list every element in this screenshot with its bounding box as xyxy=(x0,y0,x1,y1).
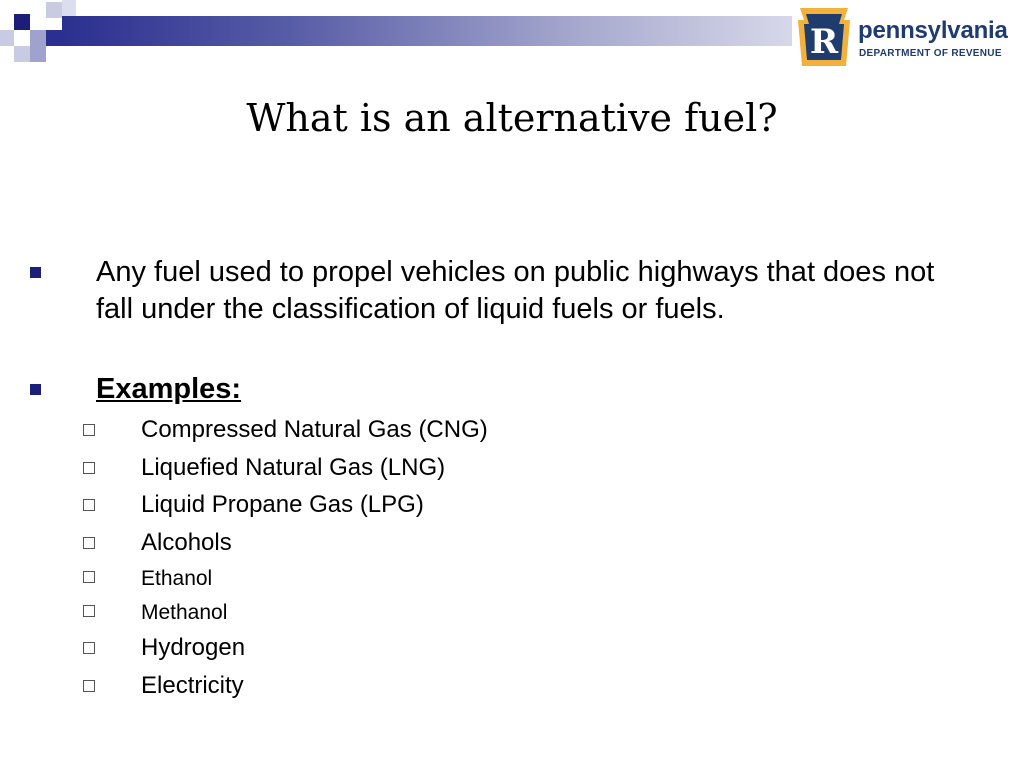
logo-brand-text: pennsylvania xyxy=(858,17,1008,44)
decor-square xyxy=(46,30,62,46)
decor-square xyxy=(30,30,46,46)
decor-square xyxy=(46,46,62,62)
checkbox-bullet-icon xyxy=(83,424,95,436)
bullet-examples xyxy=(96,371,966,408)
list-item xyxy=(141,528,232,558)
list-item-text: Liquefied Natural Gas (LNG) xyxy=(141,454,446,481)
decor-square xyxy=(30,14,46,30)
bullet-text: Examples: xyxy=(96,373,242,405)
list-item-text: Compressed Natural Gas (CNG) xyxy=(141,416,488,443)
checkbox-bullet-icon xyxy=(83,605,95,617)
checkbox-bullet-icon xyxy=(83,499,95,511)
decor-square xyxy=(46,2,62,18)
checkbox-bullet-icon xyxy=(83,571,95,583)
bullet-text: Any fuel used to propel vehicles on public highways that does not fall under the classification of liquid fuels or fuels. xyxy=(96,256,935,325)
checkbox-bullet-icon xyxy=(83,680,95,692)
list-item xyxy=(141,671,244,701)
list-item-text: Alcohols xyxy=(141,529,232,556)
svg-text:R: R xyxy=(809,22,839,62)
decor-square xyxy=(30,46,46,62)
list-item-text: Liquid Propane Gas (LPG) xyxy=(141,491,424,518)
list-item-text: Hydrogen xyxy=(141,634,246,661)
list-item xyxy=(141,490,424,520)
list-item xyxy=(141,598,227,628)
decor-square xyxy=(14,14,30,30)
list-item-text: Ethanol xyxy=(141,567,213,590)
checkbox-bullet-icon xyxy=(83,537,95,549)
square-bullet-icon xyxy=(30,267,41,278)
square-bullet-icon xyxy=(30,384,41,395)
list-item-text: Methanol xyxy=(141,601,228,624)
logo-dept-text: DEPARTMENT OF REVENUE xyxy=(859,48,1002,59)
list-item xyxy=(141,633,245,663)
checkbox-bullet-icon xyxy=(83,462,95,474)
list-item xyxy=(141,453,445,483)
list-item-text: Electricity xyxy=(141,672,244,699)
list-item xyxy=(141,564,212,594)
bullet-definition xyxy=(96,254,966,328)
decor-square xyxy=(0,30,14,46)
slide-title: What is an alternative fuel? xyxy=(246,96,778,140)
decor-square xyxy=(62,0,76,16)
decor-square xyxy=(14,46,30,62)
list-item xyxy=(141,415,488,445)
checkbox-bullet-icon xyxy=(83,642,95,654)
pa-revenue-logo xyxy=(792,6,1024,68)
keystone-icon xyxy=(794,8,854,66)
